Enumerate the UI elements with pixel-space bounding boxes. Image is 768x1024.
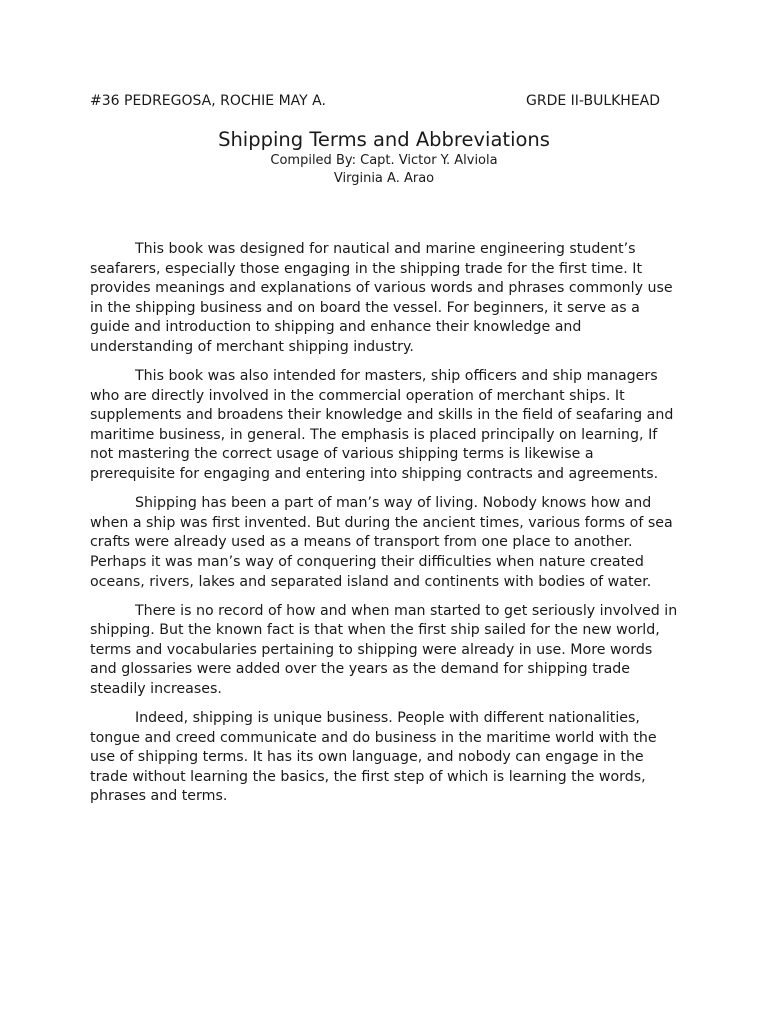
student-name: #36 PEDREGOSA, ROCHIE MAY A. <box>90 93 326 109</box>
paragraph-1: This book was designed for nautical and marine engineering student’s seafarers, especially those engaging in the shipping trade for the first time. It provides meanings and explanations of various words and phrases commonly use in the shipping business and on board the vessel. For beginners, it serve as a guide and introduction to shipping and enhance their knowledge and understanding of merchant shipping industry. <box>90 241 673 355</box>
paragraph-3: Shipping has been a part of man’s way of living. Nobody knows how and when a ship was first invented. But during the ancient times, various forms of sea crafts were already used as a means of transport from one place to another. Perhaps it was man’s way of conquering their difficulties when nature created oceans, rivers, lakes and separated island and continents with bodies of water. <box>90 495 673 590</box>
coauthor: Virginia A. Arao <box>333 171 435 186</box>
paragraph-4: There is no record of how and when man started to get seriously involved in shipping. But the known fact is that when the first ship sailed for the new world, terms and vocabularies pertaining to shipping were already in use. More words and glossaries were added over the years as the demand for shipping trade steadily increases. <box>90 602 678 697</box>
grade-section: GRDE II-BULKHEAD <box>526 93 661 109</box>
paragraph-5: Indeed, shipping is unique business. People with different nationalities, tongue and creed communicate and do business in the maritime world with the use of shipping terms. It has its own language, and nobody can engage in the trade without learning the basics, the first step of which is learning the words, phrases and terms. <box>90 710 657 805</box>
document-title: Shipping Terms and Abbreviations <box>218 128 550 151</box>
compiled-by: Compiled By: Capt. Victor Y. Alviola <box>270 153 498 168</box>
paragraph-2: This book was also intended for masters, ship officers and ship managers who are directly involved in the commercial operation of merchant ships. It supplements and broadens their knowledge and skills in the field of seafaring and maritime business, in general. The emphasis is placed principally on learning, If not mastering the correct usage of various shipping terms is likewise a prerequisite for engaging and entering into shipping contracts and agreements. <box>90 368 674 483</box>
document-body <box>90 240 680 817</box>
